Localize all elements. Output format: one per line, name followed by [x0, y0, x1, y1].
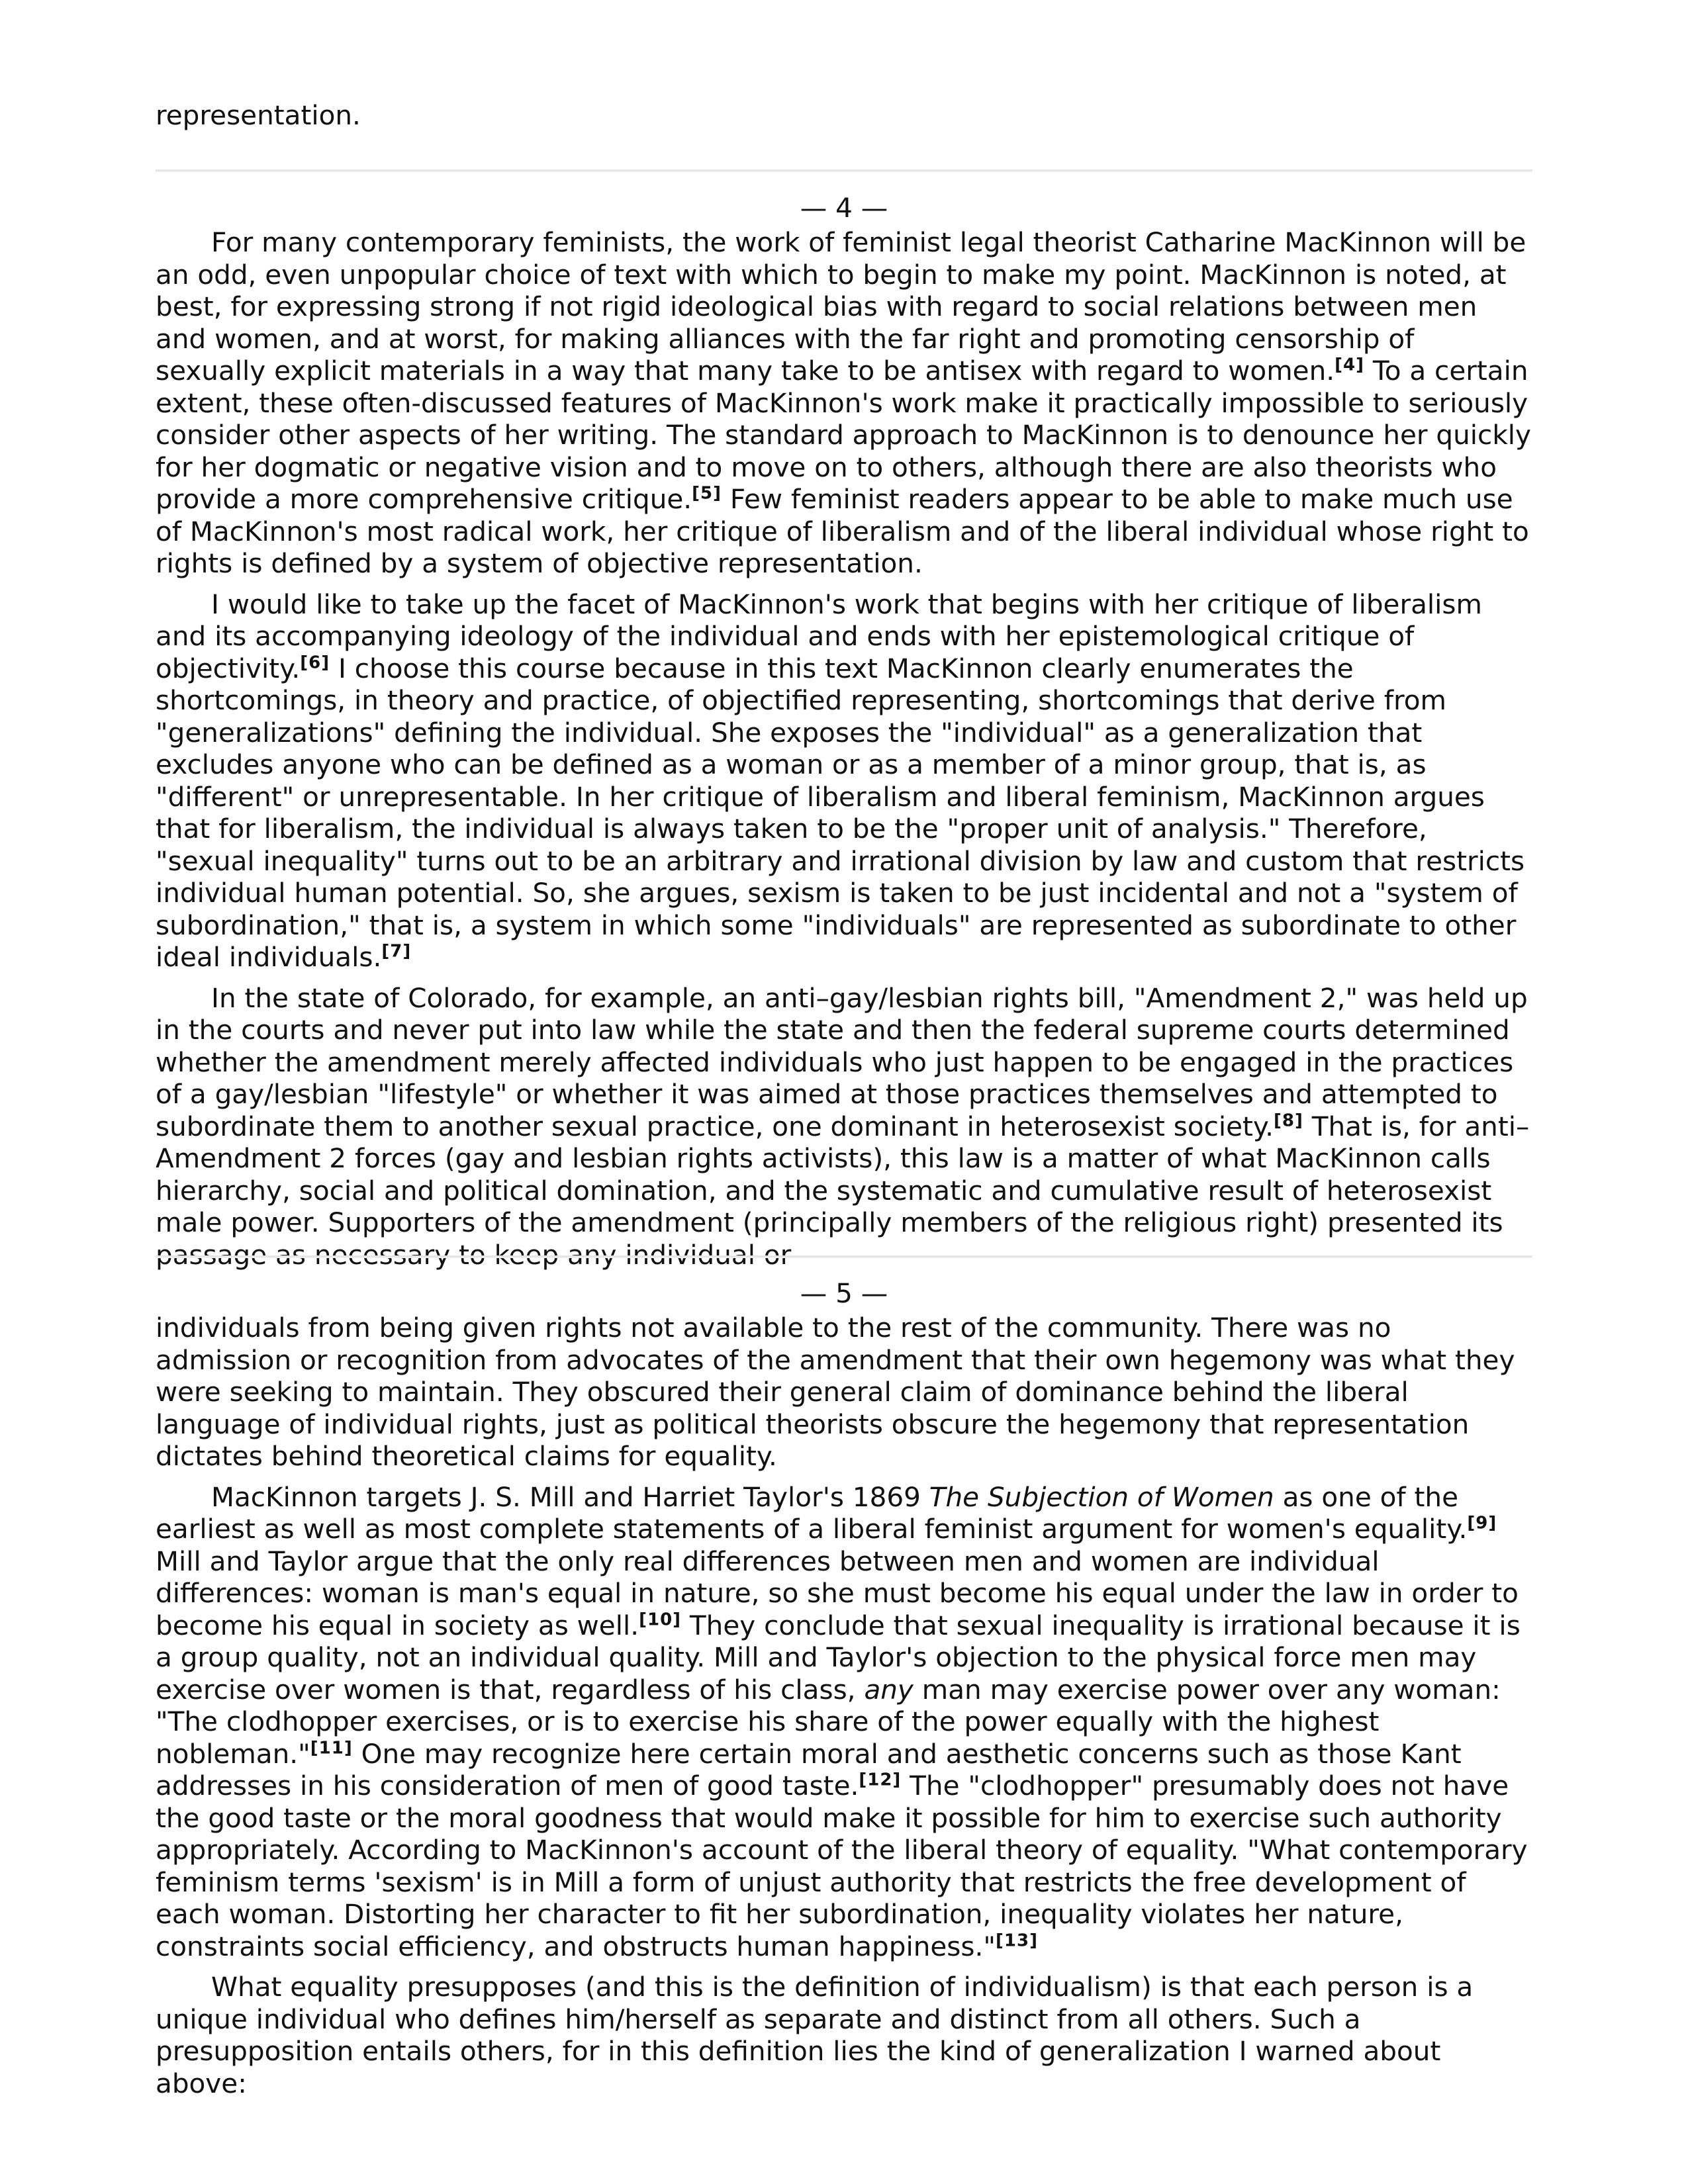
paragraph-text: For many contemporary feminists, the work of feminist legal theorist Catharine MacKinnon will be an odd, even unpopular choice of text with which to begin to make my point. MacKinnon is noted, at best, for expressing strong if not rigid ideological bias with regard to social relations between men and women, and at worst, for making alliances with the far right and promoting censorship of sexually explicit materials in a way that many take to be antisex with regard to women.: [156, 226, 1526, 387]
paragraph-text: One may recognize here certain moral and aesthetic concerns such as those Kant addresses in his consideration of men of good taste.: [156, 1737, 1462, 1801]
paragraph-text: I choose this course because in this text MacKinnon clearly enumerates the shortcomings, in theory and practice, of objectified representing, shortcomings that derive from "generalizations" defining the individual. She exposes the "individual" as a generalization that excludes anyone who can be defined as a woman or as a member of a minor group, that is, as "different" or unrepresentable. In her critique of liberalism and liberal feminism, MacKinnon argues that for liberalism, the individual is always taken to be the "proper unit of analysis." Therefore, "sexual inequality" turns out to be an arbitrary and irrational division by law and custom that restricts individual human potential. So, she argues, sexism is taken to be just incidental and not a "system of subordination," that is, a system in which some "individuals" are represented as subordinate to other ideal individuals.: [156, 652, 1525, 973]
footnote-ref[interactable]: [13]: [996, 1931, 1038, 1951]
paragraph-text: Few feminist readers appear to be able to make much use of MacKinnon's most radical work, her critique of liberalism and of the liberal individual whose right to rights is defined by a system of objective representation.: [156, 483, 1529, 579]
page-number-5: — 5 —: [800, 1277, 888, 1309]
body-paragraph: [156, 1312, 1532, 1473]
body-paragraph: [156, 982, 1532, 1271]
page-4-body: [156, 226, 1532, 1279]
paragraph-text: They conclude that sexual inequality is irrational because it is a group quality, not an individual quality. Mill and Taylor's objection to the physical force men may exercise over women is that, regardless of his class,: [156, 1609, 1521, 1706]
paragraph-text: man may exercise power over any woman: "The clodhopper exercises, or is to exercise his share of the power equally with the highest nobleman.": [156, 1673, 1501, 1770]
paragraph-text: individuals from being given rights not available to the rest of the community. There was no admission or recognition from advocates of the amendment that their own hegemony was what they were seeking to maintain. They obscured their general claim of dominance behind the liberal language of individual rights, just as political theorists obscure the hegemony that representation dictates behind theoretical claims for equality.: [156, 1312, 1515, 1472]
paragraph-text: MacKinnon targets J. S. Mill and Harriet Taylor's 1869: [211, 1480, 929, 1513]
body-paragraph: [156, 226, 1532, 580]
carryover-text: representation.: [156, 99, 361, 131]
page-number-4: — 4 —: [800, 192, 888, 224]
footnote-ref[interactable]: [8]: [1273, 1111, 1303, 1131]
footnote-ref[interactable]: [4]: [1335, 355, 1364, 375]
italic-text: The Subjection of Women: [929, 1480, 1274, 1513]
page-5-body: [156, 1312, 1532, 2108]
body-paragraph: [156, 588, 1532, 974]
paragraph-text: That is, for anti–Amendment 2 forces (gay and lesbian rights activists), this law is a matter of what MacKinnon calls hierarchy, social and political domination, and the systematic and cumulative result of heterosexist male power. Supporters of the amendment (principally members of the religious right) presented its passage as necessary to keep any individual or: [156, 1110, 1530, 1271]
footnote-ref[interactable]: [10]: [639, 1610, 682, 1630]
italic-text: any: [864, 1673, 914, 1706]
paragraph-text: as one of the earliest as well as most complete statements of a liberal feminist argument for women's equality.: [156, 1480, 1468, 1545]
footnote-ref[interactable]: [12]: [859, 1770, 902, 1790]
footnote-ref[interactable]: [9]: [1467, 1513, 1497, 1533]
footnote-ref[interactable]: [6]: [300, 653, 330, 673]
page-separator: [156, 169, 1532, 172]
paragraph-text: Mill and Taylor argue that the only real differences between men and women are individual differences: woman is man's equal in nature, so she must become his equal under the law in order to become his equal in society as well.: [156, 1545, 1519, 1641]
body-paragraph: [156, 1481, 1532, 1963]
paragraph-text: To a certain extent, these often-discussed features of MacKinnon's work make it practically impossible to seriously consider other aspects of her writing. The standard approach to MacKinnon is to denounce her quickly for her dogmatic or negative vision and to move on to others, although there are also theorists who provide a more comprehensive critique.: [156, 355, 1531, 515]
paragraph-text: In the state of Colorado, for example, an anti–gay/lesbian rights bill, "Amendment 2," was held up in the courts and never put into law while the state and then the federal supreme courts determined whether the amendment merely affected individuals who just happen to be engaged in the practices of a gay/lesbian "lifestyle" or whether it was aimed at those practices themselves and attempted to subordinate them to another sexual practice, one dominant in heterosexist society.: [156, 981, 1528, 1142]
body-paragraph: [156, 1971, 1532, 2099]
paragraph-text: I would like to take up the facet of MacKinnon's work that begins with her critique of liberalism and its accompanying ideology of the individual and ends with her epistemological critique of objectivity.: [156, 588, 1482, 684]
paragraph-text: The "clodhopper" presumably does not have the good taste or the moral goodness that would make it possible for him to exercise such authority appropriately. According to MacKinnon's account of the liberal theory of equality. "What contemporary feminism terms 'sexism' is in Mill a form of unjust authority that restricts the free development of each woman. Distorting her character to fit her subordination, inequality violates her nature, constraints social efficiency, and obstructs human happiness.": [156, 1770, 1528, 1962]
footnote-ref[interactable]: [7]: [381, 941, 412, 962]
page-separator: [156, 1255, 1532, 1258]
footnote-ref[interactable]: [5]: [692, 483, 722, 504]
paragraph-text: What equality presupposes (and this is the definition of individualism) is that each person is a unique individual who defines him/herself as separate and distinct from all others. Such a presupposition entails others, for in this definition lies the kind of generalization I warned about above:: [156, 1971, 1474, 2099]
footnote-ref[interactable]: [11]: [310, 1738, 353, 1758]
